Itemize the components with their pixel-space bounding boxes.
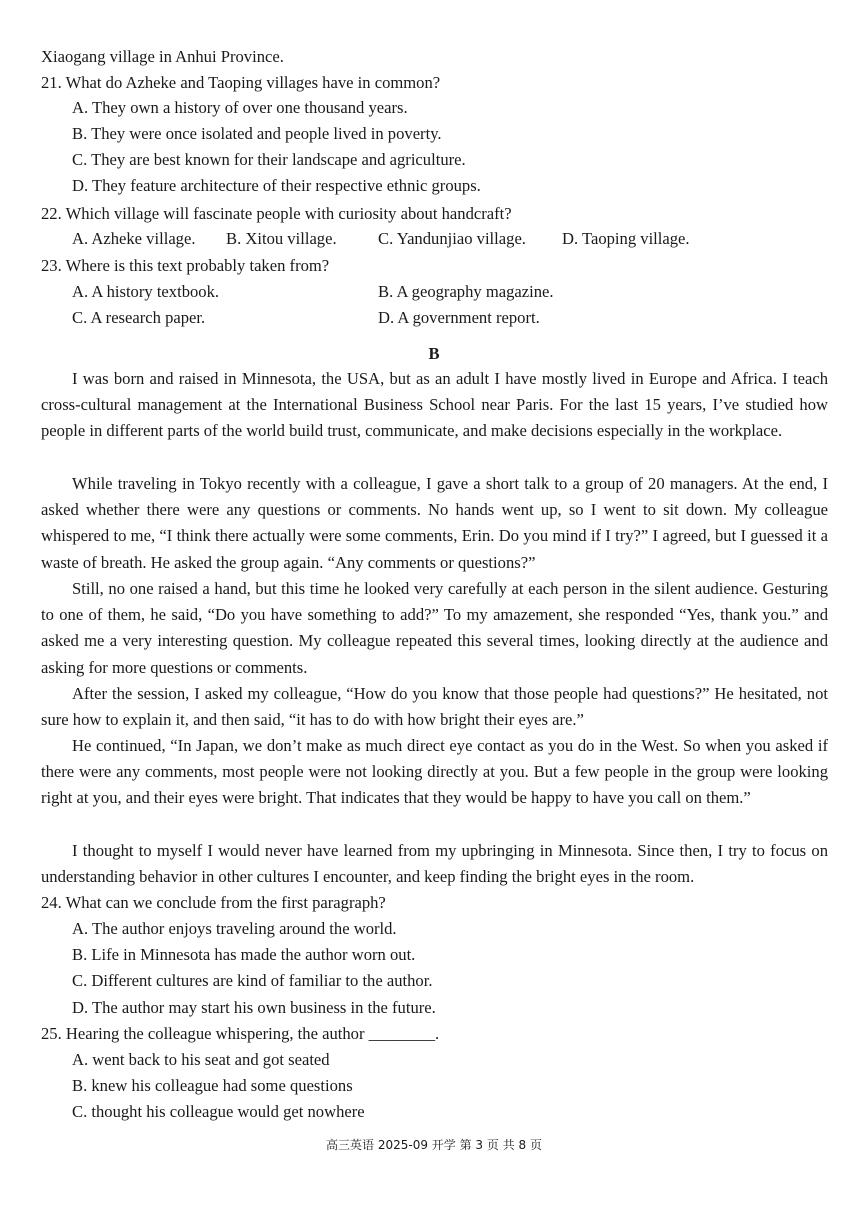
question-22-option-a: A. Azheke village. [72,229,196,248]
question-22-option-c: C. Yandunjiao village. [378,229,526,248]
passage-paragraph-4: After the session, I asked my colleague, “How do you know that those people had questions?” He hesitated, not sure how to explain it, and then said, “it has to do with how bright their eyes are.” [41,684,828,730]
question-21-option-d: D. They feature architecture of their respective ethnic groups. [72,176,481,195]
passage-paragraph-1: I was born and raised in Minnesota, the USA, but as an adult I have mostly lived in Europe and Africa. I teach cross-cultural management at the International Business School near Paris. For the last 15 years, I’ve studied how people in different parts of the world build trust, communicate, and make decisions especially in the workplace. [41,369,828,441]
question-22-option-d: D. Taoping village. [562,229,690,248]
question-22-option-b: B. Xitou village. [226,229,337,248]
question-21-stem: 21. What do Azheke and Taoping villages have in common? [41,73,441,92]
question-23-option-b: B. A geography magazine. [378,282,554,301]
question-24-stem: 24. What can we conclude from the first paragraph? [41,893,386,912]
question-23-option-d: D. A government report. [378,308,540,327]
question-21-option-a: A. They own a history of over one thousand years. [72,98,408,117]
passage-paragraph-6: I thought to myself I would never have learned from my upbringing in Minnesota. Since then, I try to focus on understanding behavior in other cultures I encounter, and keep finding the bright eyes in the room. [41,841,828,887]
question-24-option-b: B. Life in Minnesota has made the author worn out. [72,945,416,964]
question-25-option-b: B. knew his colleague had some questions [72,1076,353,1095]
question-23-option-c: C. A research paper. [72,308,206,327]
question-21-option-b: B. They were once isolated and people lived in poverty. [72,124,442,143]
question-25-option-c: C. thought his colleague would get nowhere [72,1102,365,1121]
question-24-option-c: C. Different cultures are kind of familiar to the author. [72,971,433,990]
intro-line: Xiaogang village in Anhui Province. [41,47,284,66]
section-b-heading: B [428,344,440,363]
question-23-option-a: A. A history textbook. [72,282,220,301]
question-21-option-c: C. They are best known for their landscape and agriculture. [72,150,466,169]
question-24-option-a: A. The author enjoys traveling around the world. [72,919,397,938]
question-25-option-a: A. went back to his seat and got seated [72,1050,330,1069]
page-footer: 高三英语 2025-09 开学 第 3 页 共 8 页 [326,1138,542,1152]
question-23-stem: 23. Where is this text probably taken from? [41,256,330,275]
question-22-stem: 22. Which village will fascinate people with curiosity about handcraft? [41,204,512,223]
question-25-stem: 25. Hearing the colleague whispering, the author ________. [41,1024,440,1043]
passage-paragraph-5: He continued, “In Japan, we don’t make as much direct eye contact as you do in the West. So when you asked if there were any comments, most people were not looking directly at you. But a few people in the group were looking right at you, and their eyes were bright. That indicates that they would be happy to have you call on them.” [41,736,828,808]
passage-paragraph-2: While traveling in Tokyo recently with a colleague, I gave a short talk to a group of 20 managers. At the end, I asked whether there were any questions or comments. No hands went up, so I went to sit down. My colleague whispered to me, “I think there actually were some comments, Erin. Do you mind if I try?” I agreed, but I guessed it a waste of breath. He asked the group again. “Any comments or questions?” [41,474,828,572]
question-24-option-d: D. The author may start his own business in the future. [72,998,436,1017]
passage-paragraph-3: Still, no one raised a hand, but this time he looked very carefully at each person in the silent audience. Gesturing to one of them, he said, “Do you have something to add?” To my amazement, she responded “Yes, thank you.” and asked me a very interesting question. My colleague repeated this several times, looking directly at the audience and asking for more questions or comments. [41,579,828,677]
